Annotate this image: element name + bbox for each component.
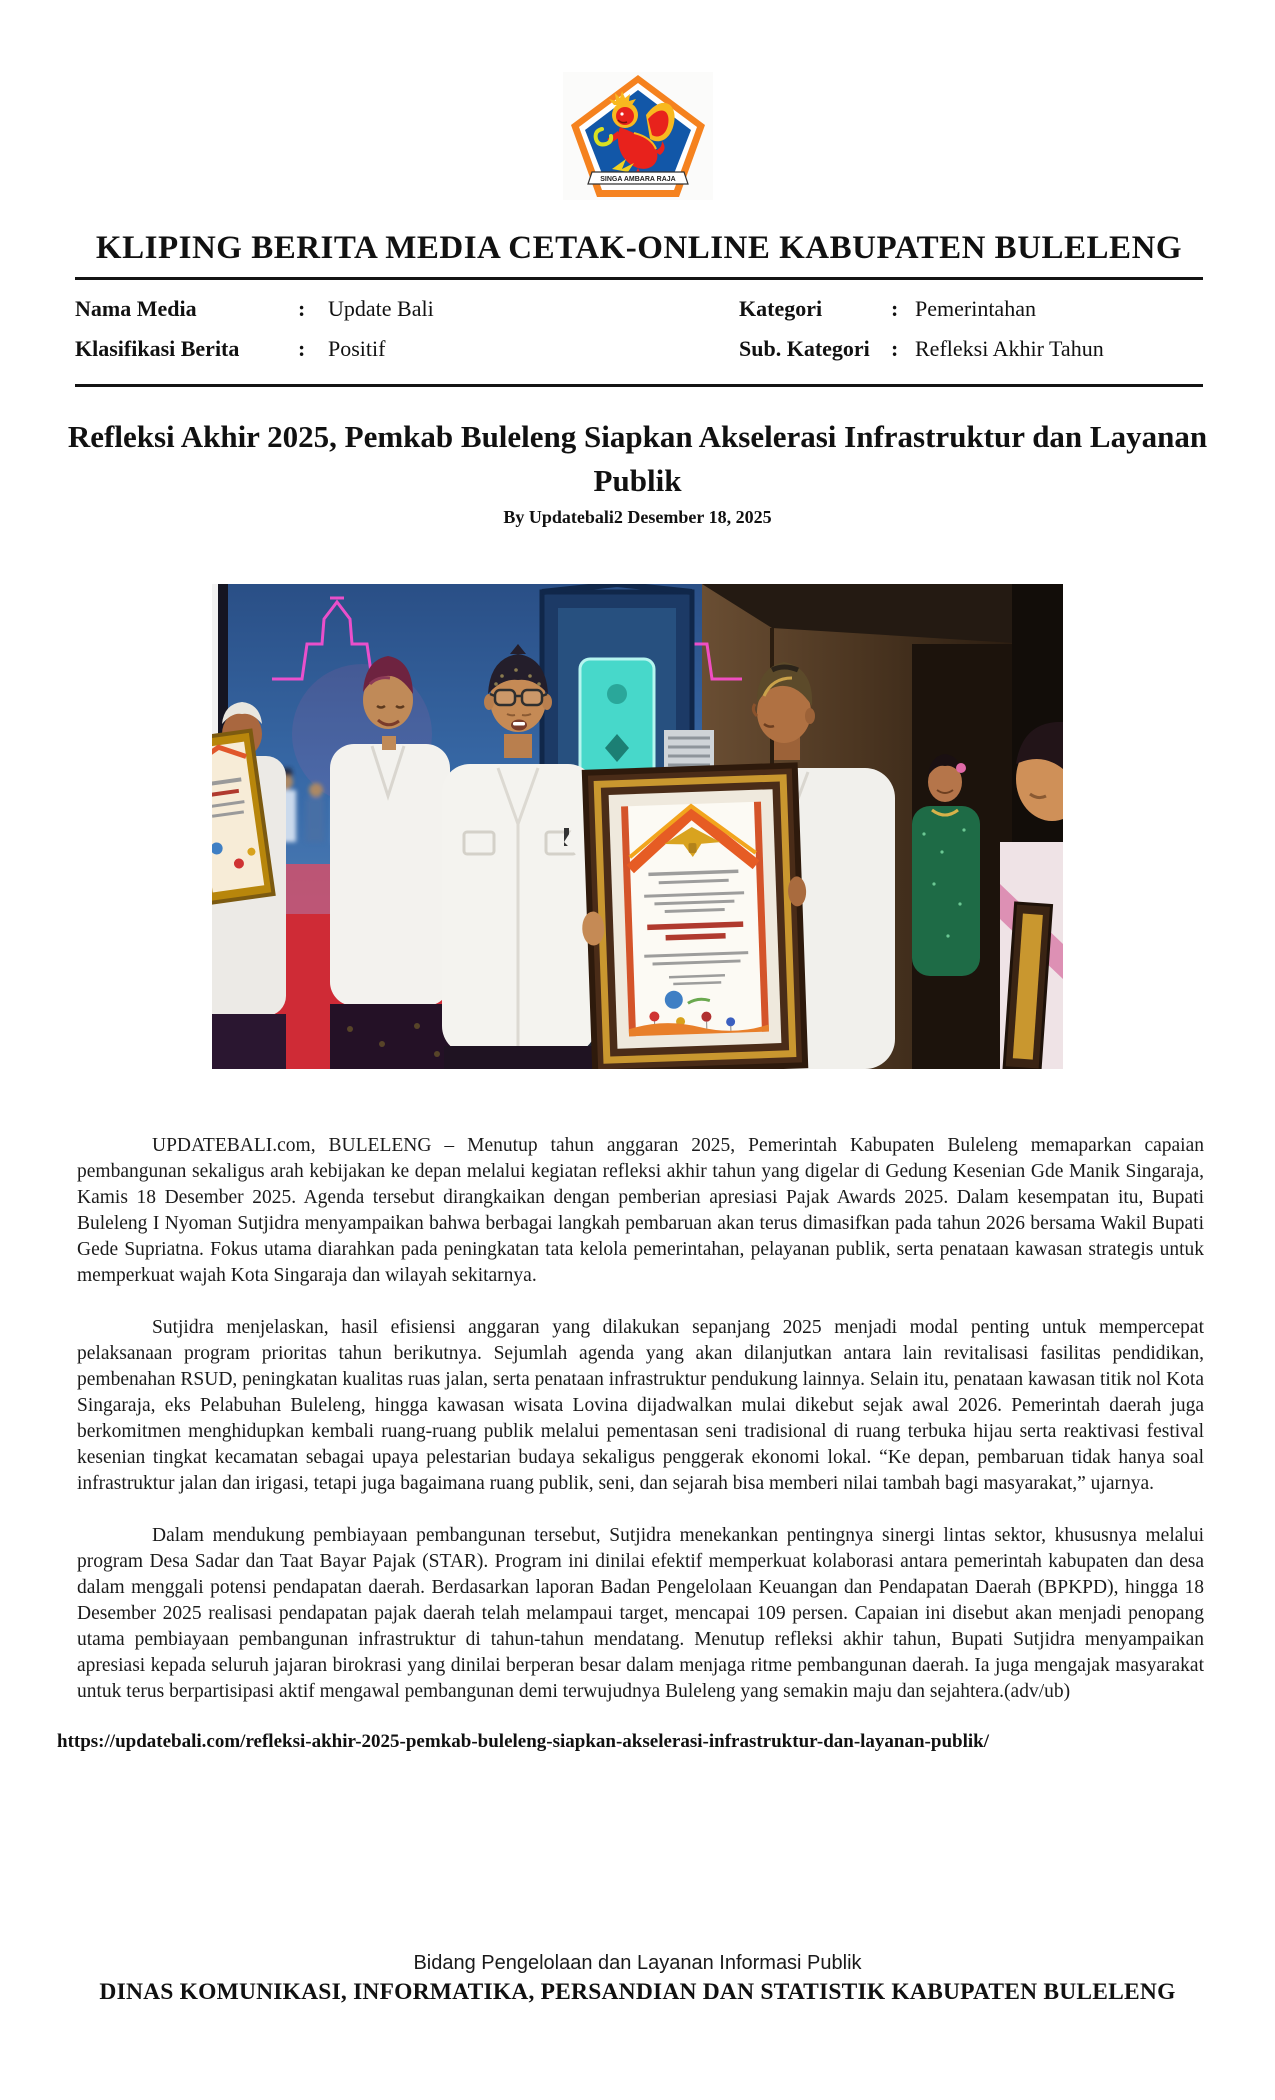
- vent-box: [664, 730, 714, 770]
- source-url-link[interactable]: https://updatebali.com/refleksi-akhir-2025-pemkab-buleleng-siapkan-akselerasi-infrastruktur-dan-layanan-publik/: [57, 1731, 989, 1753]
- meta-separator: :: [298, 296, 306, 321]
- logo-container: [0, 0, 1275, 200]
- meta-label: Nama Media: [75, 296, 197, 321]
- meta-label: Kategori: [739, 296, 823, 321]
- hair-flower: [956, 763, 966, 773]
- meta-separator: :: [891, 296, 899, 321]
- meta-row-kategori: [739, 290, 1203, 330]
- meta-value: Positif: [328, 336, 386, 361]
- paragraph-3: Dalam mendukung pembiayaan pembangunan tersebut, Sutjidra menekankan pentingnya sinergi lintas sektor, khususnya melalui program Desa Sadar dan Taat Bayar Pajak (STAR). Program ini dinilai efektif memperkuat kolaborasi antara pemerintah kabupaten dan desa dalam menggali potensi pendapatan daerah. Berdasarkan laporan Badan Pengelolaan Keuangan dan Pendapatan Daerah (BPKPD), hingga 18 Desember 2025 realisasi pendapatan pajak daerah telah melampaui target, mencapai 109 persen. Capaian ini disebut akan menjadi penopang utama pembiayaan pembangunan infrastruktur di tahun-tahun mendatang. Menutup refleksi akhir tahun, Bupati Sutjidra menyampaikan apresiasi kepada seluruh jajaran birokrasi yang dinilai berperan besar dalam menjaga ritme pembangunan daerah. Ia juga mengajak masyarakat untuk terus berpartisipasi aktif mengawal pembangunan demi terwujudnya Buleleng yang semakin maju dan sejahtera.(adv/ub): [77, 1525, 1204, 1703]
- crest-banner: [588, 172, 688, 184]
- paragraph-1: UPDATEBALI.com, BULELENG – Menutup tahun anggaran 2025, Pemerintah Kabupaten Buleleng memaparkan capaian pembangunan sekaligus arah kebijakan ke depan melalui kegiatan refleksi akhir tahun yang digelar di Gedung Kesenian Gde Manik Singaraja, Kamis 18 Desember 2025. Agenda tersebut dirangkaikan dengan pemberian apresiasi Pajak Awards 2025. Dalam kesempatan itu, Bupati Buleleng I Nyoman Sutjidra menyampaikan bahwa berbagai langkah pembaruan akan terus dimasifkan pada tahun 2026 bersama Wakil Bupati Gede Supriatna. Fokus utama diarahkan pada peningkatan tata kelola pemerintahan, pelayanan publik, serta penataan kawasan strategis untuk memperkuat wajah Kota Singaraja dan wilayah sekitarnya.: [77, 1135, 1204, 1287]
- article-body: [77, 1133, 1204, 1705]
- meta-table: [75, 290, 1203, 370]
- document-footer: [0, 1952, 1275, 2006]
- divider-bottom: [75, 384, 1203, 387]
- footer-agency: DINAS KOMUNIKASI, INFORMATIKA, PERSANDIAN DAN STATISTIK KABUPATEN BULELENG: [99, 1979, 1176, 2005]
- meta-value: Refleksi Akhir Tahun: [915, 336, 1104, 361]
- document-title: KLIPING BERITA MEDIA CETAK-ONLINE KABUPATEN BULELENG: [95, 230, 1183, 266]
- footer-division: Bidang Pengelolaan dan Layanan Informasi Publik: [413, 1952, 862, 1974]
- meta-label: Sub. Kategori: [739, 336, 870, 361]
- meta-row-nama-media: [75, 290, 739, 330]
- meta-label: Klasifikasi Berita: [75, 336, 240, 361]
- news-photo: [212, 584, 1063, 1069]
- paragraph-2: Sutjidra menjelaskan, hasil efisiensi anggaran yang dilakukan sepanjang 2025 menjadi modal penting untuk mempercepat pelaksanaan program prioritas tahun berikutnya. Sejumlah agenda yang akan dilanjutkan antara lain revitalisasi fasilitas pendidikan, pembenahan RSUD, peningkatan kualitas ruas jalan, serta penataan infrastruktur pendukung lainnya. Selain itu, penataan kawasan titik nol Kota Singaraja, eks Pelabuhan Buleleng, hingga kawasan wisata Lovina dijadwalkan mulai dikebut sejak awal 2026. Pemerintah daerah juga berkomitmen menghidupkan kembali ruang-ruang publik melalui pementasan seni tradisional di ruang terbuka hijau serta reaktivasi festival kesenian tingkat kecamatan sebagai upaya pelestarian budaya sekaligus penggerak ekonomi lokal. “Ke depan, pembaruan tidak hanya soal infrastruktur jalan dan irigasi, tetapi juga bagaimana ruang publik, seni, dan sejarah bisa memberi nilai tambah bagi masyarakat,” ujarnya.: [77, 1317, 1204, 1495]
- buleleng-crest-icon: [563, 72, 713, 200]
- article-title: Refleksi Akhir 2025, Pemkab Buleleng Siapkan Akselerasi Infrastruktur dan Layanan Publik: [67, 419, 1208, 499]
- award-ceremony-photo: [212, 584, 1063, 1069]
- meta-row-sub-kategori: [739, 330, 1203, 370]
- meta-separator: :: [298, 336, 306, 361]
- article-byline: By Updatebali2 Desember 18, 2025: [503, 507, 772, 528]
- meta-row-klasifikasi: [75, 330, 739, 370]
- divider-top: [75, 277, 1203, 280]
- meta-separator: :: [891, 336, 899, 361]
- meta-value: Pemerintahan: [915, 296, 1036, 321]
- meta-value: Update Bali: [328, 296, 434, 321]
- award-certificate-frame: [577, 765, 812, 1069]
- crest-banner-text: SINGA AMBARA RAJA: [599, 176, 676, 183]
